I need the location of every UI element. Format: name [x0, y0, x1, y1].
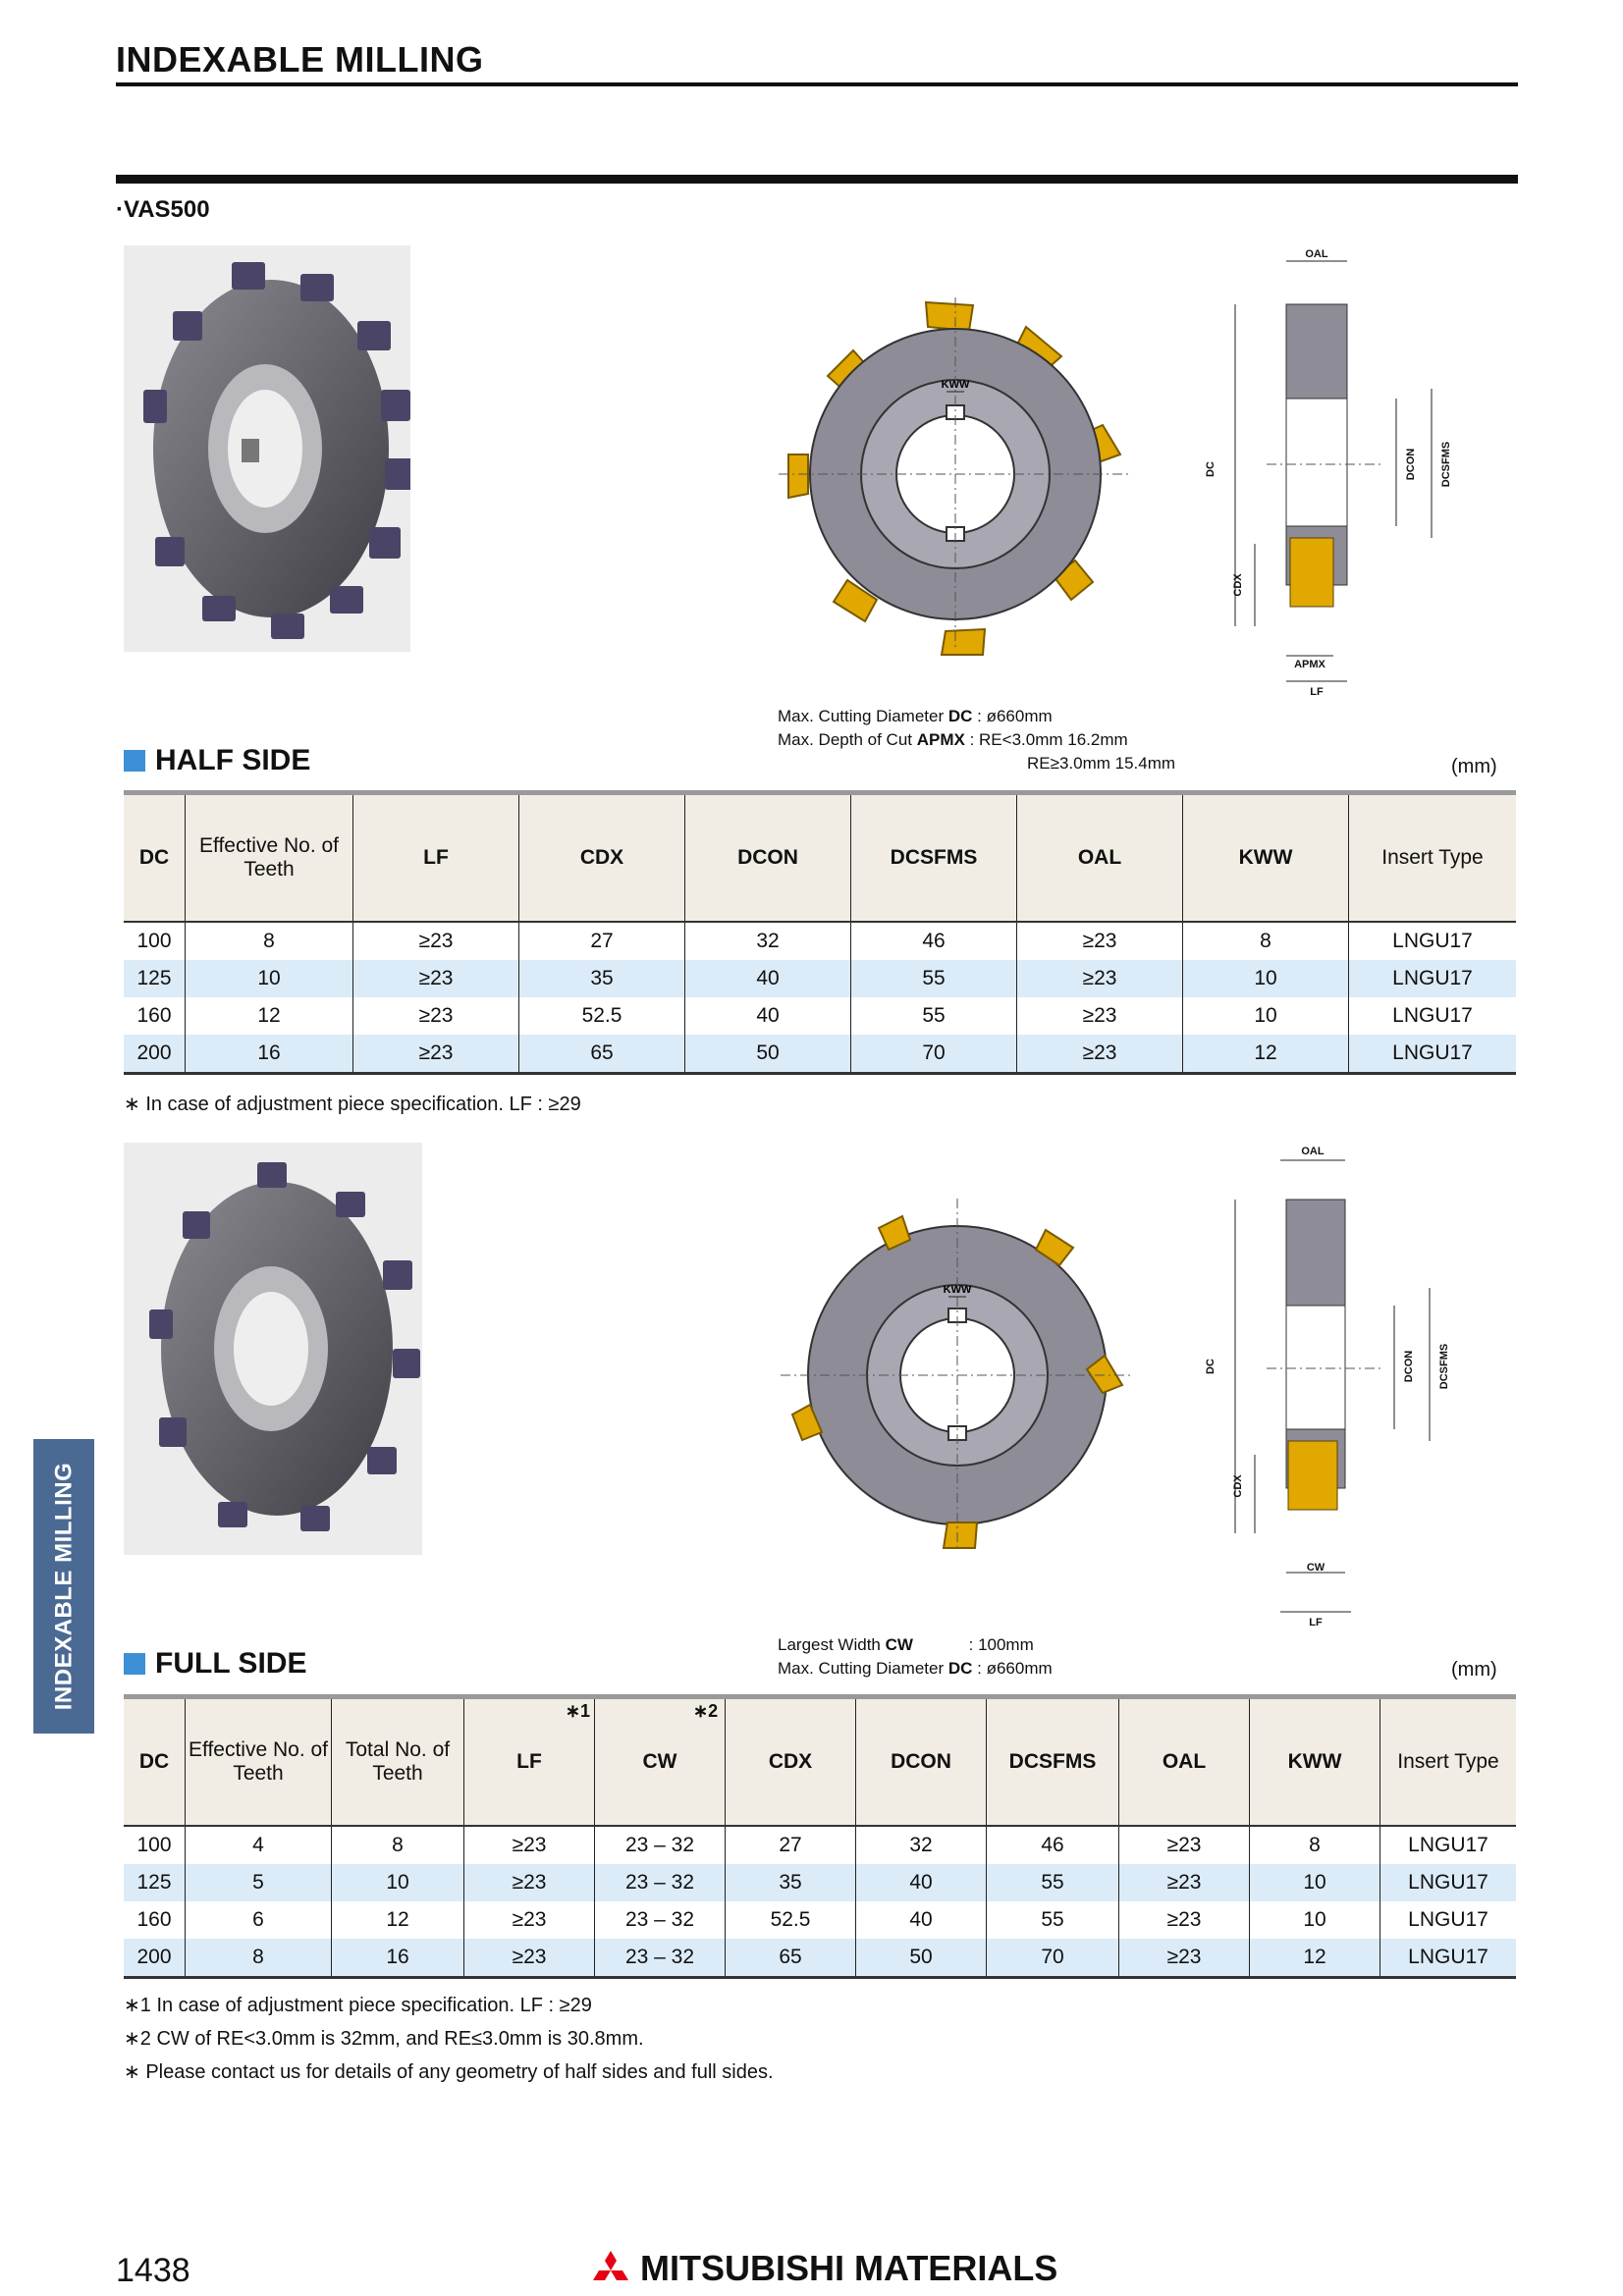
table-row: 100 4 8 ≥23 23 – 32 27 32 46 ≥23 8 LNGU17	[124, 1826, 1516, 1864]
table-row: 125 10 ≥23 35 40 55 ≥23 10 LNGU17	[124, 960, 1516, 997]
spec-line: Max. Cutting Diameter DC : ø660mm	[778, 707, 1053, 725]
col-header: DCSFMS	[851, 793, 1017, 923]
full-side-front-view	[776, 1194, 1139, 1557]
dcon-label: DCON	[1405, 448, 1417, 481]
col-header: KWW	[1183, 793, 1349, 923]
full-side-note-2: ∗2 CW of RE<3.0mm is 32mm, and RE≤3.0mm is 30.8mm.	[124, 2028, 644, 2050]
table-row: 125 5 10 ≥23 23 – 32 35 40 55 ≥23 10 LNGU17	[124, 1864, 1516, 1901]
full-side-unit: (mm)	[1451, 1659, 1497, 1681]
apmx-label: APMX	[1294, 659, 1325, 670]
half-side-note: ∗ In case of adjustment piece specification. LF : ≥29	[124, 1094, 581, 1115]
col-header: DC	[124, 793, 186, 923]
spec-line: Max. Cutting Diameter DC : ø660mm	[778, 1659, 1053, 1678]
col-header: LF	[353, 793, 519, 923]
spec-line: Largest Width CW : 100mm	[778, 1635, 1034, 1654]
col-header-cw: ∗2 CW	[595, 1697, 726, 1827]
page-title: INDEXABLE MILLING	[116, 39, 484, 80]
half-side-spec	[778, 705, 1190, 775]
full-side-title: FULL SIDE	[124, 1647, 306, 1681]
col-header: DCON	[856, 1697, 987, 1827]
dc-label: DC	[1205, 1359, 1217, 1374]
half-side-title: HALF SIDE	[124, 744, 310, 777]
half-side-product-photo	[124, 245, 410, 652]
section-marker	[124, 750, 145, 772]
col-header: DC	[124, 1697, 186, 1827]
col-header: Insert Type	[1349, 793, 1517, 923]
cdx-label: CDX	[1232, 573, 1244, 597]
brand-logo: MITSUBISHI MATERIALS	[589, 2248, 1057, 2289]
full-side-table	[124, 1694, 1516, 1979]
col-header-lf: ∗1 LF	[464, 1697, 595, 1827]
oal-label: OAL	[1301, 1146, 1325, 1157]
cw-footnote-mark: ∗2	[693, 1701, 719, 1721]
full-side-side-view	[1178, 1141, 1502, 1631]
col-header: Effective No. of Teeth	[186, 1697, 332, 1827]
full-side-note-3: ∗ Please contact us for details of any geometry of half sides and full sides.	[124, 2061, 774, 2083]
col-header: Total No. of Teeth	[332, 1697, 464, 1827]
section-marker	[124, 1653, 145, 1675]
cw-label: CW	[1306, 1562, 1325, 1574]
col-header: CDX	[519, 793, 685, 923]
cdx-label: CDX	[1232, 1474, 1244, 1498]
page-number: 1438	[116, 2252, 190, 2289]
oal-label: OAL	[1305, 248, 1328, 260]
full-side-spec	[778, 1633, 1190, 1681]
col-header: DCSFMS	[987, 1697, 1119, 1827]
full-side-note-1: ∗1 In case of adjustment piece specification. LF : ≥29	[124, 1995, 592, 2016]
section-rule	[116, 175, 1518, 184]
half-side-front-view	[774, 293, 1137, 656]
lf-label: LF	[1309, 1617, 1323, 1629]
kww-label: KWW	[941, 379, 970, 391]
mitsubishi-logo-icon	[589, 2249, 632, 2288]
kww-label: KWW	[943, 1284, 972, 1296]
table-row: 200 8 16 ≥23 23 – 32 65 50 70 ≥23 12 LNGU17	[124, 1939, 1516, 1978]
dc-label: DC	[1205, 461, 1217, 477]
table-row: 100 8 ≥23 27 32 46 ≥23 8 LNGU17	[124, 922, 1516, 960]
half-side-table	[124, 790, 1516, 1075]
col-header: OAL	[1017, 793, 1183, 923]
col-header: Effective No. of Teeth	[186, 793, 353, 923]
col-header: Insert Type	[1380, 1697, 1517, 1827]
header-rule	[116, 82, 1518, 86]
dcsfms-label: DCSFMS	[1438, 1343, 1450, 1390]
col-header: KWW	[1250, 1697, 1380, 1827]
half-side-side-view	[1178, 243, 1502, 705]
table-row: 160 6 12 ≥23 23 – 32 52.5 40 55 ≥23 10 LNGU17	[124, 1901, 1516, 1939]
col-header: OAL	[1119, 1697, 1250, 1827]
col-header: DCON	[685, 793, 851, 923]
dcon-label: DCON	[1403, 1350, 1415, 1383]
full-side-product-photo	[124, 1143, 422, 1555]
model-name: ·VAS500	[116, 196, 210, 223]
lf-label: LF	[1310, 686, 1324, 698]
spec-line: RE≥3.0mm 15.4mm	[1027, 754, 1176, 773]
half-side-unit: (mm)	[1451, 756, 1497, 777]
side-tab: INDEXABLE MILLING	[33, 1439, 94, 1734]
table-row: 200 16 ≥23 65 50 70 ≥23 12 LNGU17	[124, 1035, 1516, 1074]
spec-line: Max. Depth of Cut APMX : RE<3.0mm 16.2mm	[778, 730, 1128, 749]
lf-footnote-mark: ∗1	[565, 1701, 590, 1721]
col-header: CDX	[726, 1697, 856, 1827]
dcsfms-label: DCSFMS	[1440, 441, 1452, 488]
table-row: 160 12 ≥23 52.5 40 55 ≥23 10 LNGU17	[124, 997, 1516, 1035]
